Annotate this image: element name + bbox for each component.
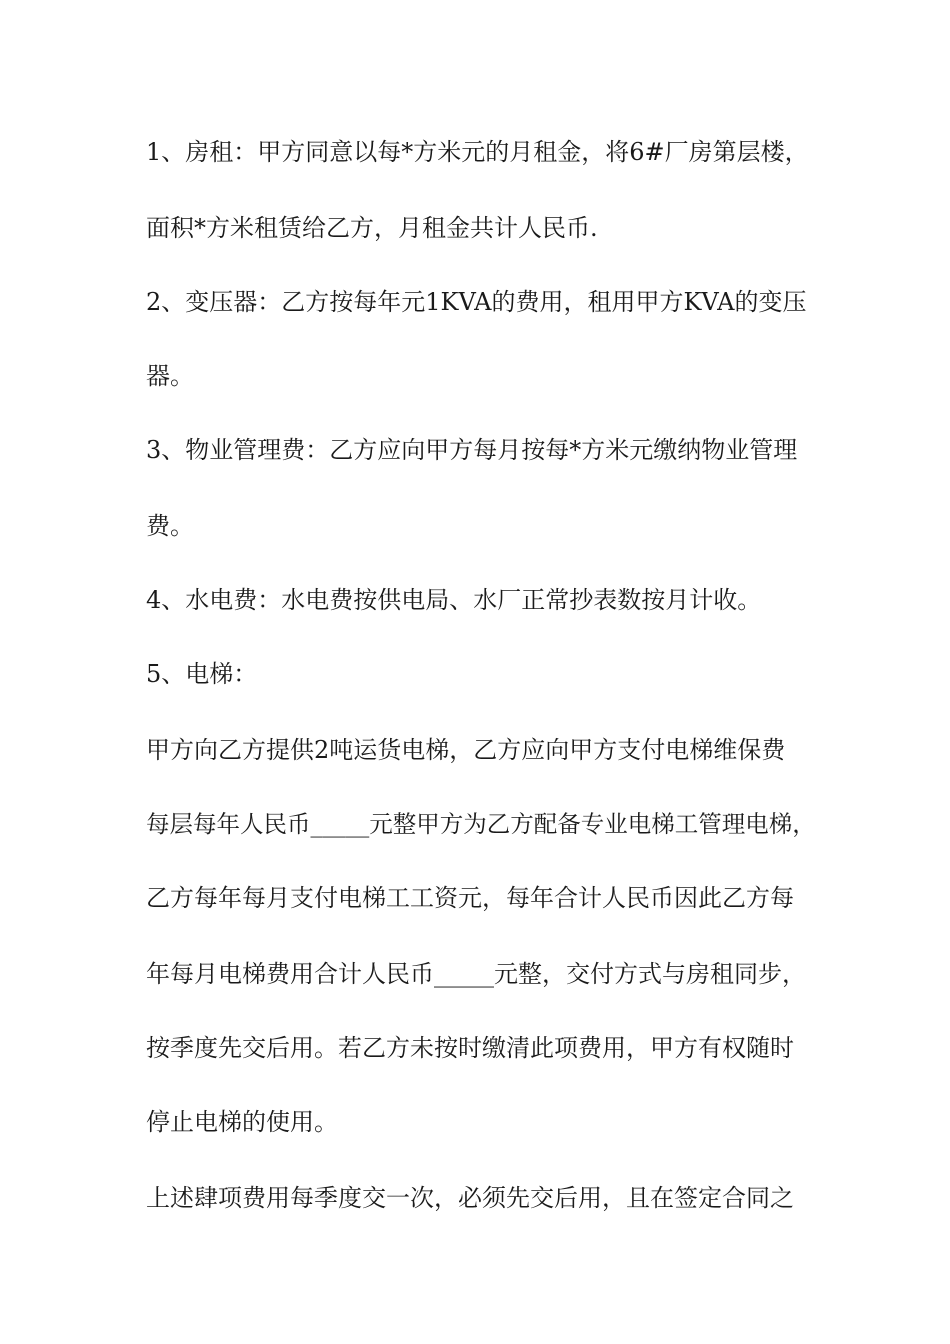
text-line-elevator-4: 年每月电梯费用合计人民币_____元整，交付方式与房租同步， [146, 960, 806, 988]
text-line-property-fee-1: 3、物业管理费：乙方应向甲方每月按每*方米元缴纳物业管理 [146, 436, 798, 464]
text-line-transformer-2: 器。 [146, 362, 194, 390]
text-line-elevator-5: 按季度先交后用。若乙方未按时缴清此项费用，甲方有权随时 [146, 1034, 794, 1062]
text-line-property-fee-2: 费。 [146, 512, 194, 540]
text-line-rent-1: 1、房租：甲方同意以每*方米元的月租金，将6#厂房第层楼， [146, 138, 809, 166]
text-line-elevator-3: 乙方每年每月支付电梯工工资元，每年合计人民币因此乙方每 [146, 884, 794, 912]
text-line-elevator-1: 甲方向乙方提供2吨运货电梯，乙方应向甲方支付电梯维保费 [146, 736, 786, 764]
text-line-elevator-6: 停止电梯的使用。 [146, 1108, 338, 1136]
text-line-elevator-2: 每层每年人民币_____元整甲方为乙方配备专业电梯工管理电梯， [146, 810, 816, 838]
text-line-utilities: 4、水电费：水电费按供电局、水厂正常抄表数按月计收。 [146, 586, 762, 614]
text-line-summary: 上述肆项费用每季度交一次，必须先交后用，且在签定合同之 [146, 1184, 794, 1212]
text-line-rent-2: 面积*方米租赁给乙方，月租金共计人民币. [146, 214, 598, 242]
text-line-transformer-1: 2、变压器：乙方按每年元1KVA的费用，租用甲方KVA的变压 [146, 288, 807, 316]
text-line-elevator-heading: 5、电梯： [146, 660, 258, 688]
